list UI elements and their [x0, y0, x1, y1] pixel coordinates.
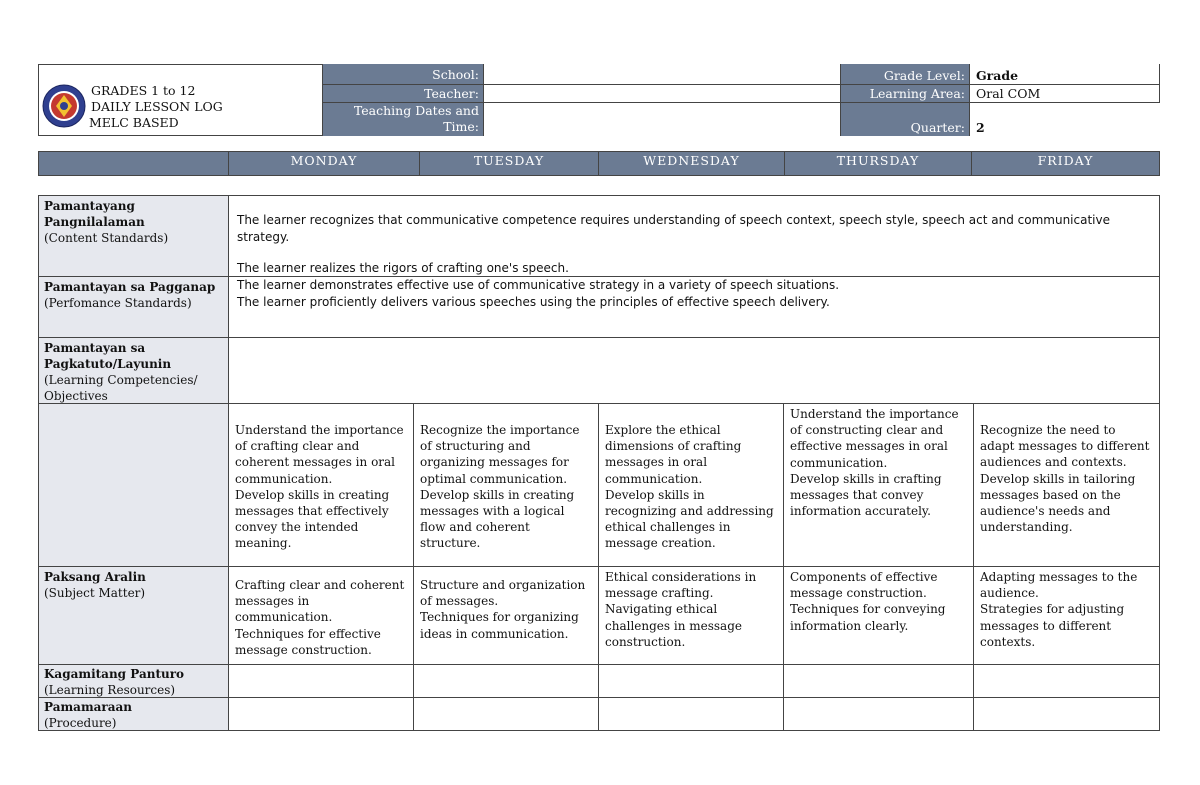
- objective-monday-text: Understand the importance of crafting clear and coherent messages in oral communication. Develop skills in creating messages that effectively convey the intended meaning.: [235, 423, 404, 551]
- teaching-dates-label-line-1: Teaching Dates and: [353, 103, 479, 118]
- subject-matter-subtitle: (Subject Matter): [44, 586, 146, 600]
- objective-tuesday-text: Recognize the importance of structuring and organizing messages for optimal communication. Develop skills in creating messages with a logical flow and coherent structure.: [420, 423, 580, 551]
- subject-friday: [973, 566, 1160, 665]
- competencies-cell: [228, 337, 1160, 404]
- subject-matter-title: Paksang Aralin: [44, 570, 146, 584]
- subject-matter-label: [38, 566, 229, 665]
- performance-standards-text-2: The learner proficiently delivers various speeches using the principles of effective speech delivery.: [237, 294, 830, 309]
- teaching-dates-label-line-2: Time:: [443, 119, 479, 134]
- day-thursday: THURSDAY: [784, 152, 971, 175]
- objective-wednesday-text: Explore the ethical dimensions of crafting messages in oral communication. Develop skills in recognizing and addressing ethical challenges in message creation.: [605, 423, 774, 551]
- subject-monday-text: Crafting clear and coherent messages in communication. Techniques for effective message construction.: [235, 578, 405, 657]
- procedure-thursday[interactable]: [783, 697, 974, 731]
- objective-wednesday: [598, 403, 784, 567]
- procedure-wednesday[interactable]: [598, 697, 784, 731]
- teacher-field[interactable]: [484, 85, 841, 103]
- performance-standards-label: [38, 276, 229, 338]
- resources-monday[interactable]: [228, 664, 414, 698]
- day-tuesday: TUESDAY: [419, 152, 598, 175]
- objective-thursday: [783, 403, 974, 567]
- subject-tuesday-text: Structure and organization of messages. Techniques for organizing ideas in communication.: [420, 578, 586, 641]
- objective-friday: [973, 403, 1160, 567]
- objective-tuesday: [413, 403, 599, 567]
- procedure-monday[interactable]: [228, 697, 414, 731]
- performance-standards-title: Pamantayan sa Pagganap: [44, 280, 216, 294]
- resources-thursday[interactable]: [783, 664, 974, 698]
- content-standards-cell: [228, 195, 1160, 277]
- subject-wednesday-text: Ethical considerations in message crafting. Navigating ethical challenges in message construction.: [605, 570, 757, 649]
- learning-area-field[interactable]: Oral COM: [970, 85, 1160, 103]
- header-title-line-2: DAILY LESSON LOG: [91, 99, 223, 114]
- subject-thursday: [783, 566, 974, 665]
- procedure-label: [38, 697, 229, 731]
- procedure-subtitle: (Procedure): [44, 716, 117, 730]
- competencies-title-2: Pagkatuto/Layunin: [44, 357, 172, 371]
- content-standards-text-1: The learner recognizes that communicative competence requires understanding of speech context, speech style, speech act and communicative strategy.: [237, 213, 1110, 244]
- procedure-friday[interactable]: [973, 697, 1160, 731]
- subject-tuesday: [413, 566, 599, 665]
- resources-subtitle: (Learning Resources): [44, 683, 176, 697]
- competencies-title-1: Pamantayan sa: [44, 341, 146, 355]
- teacher-label: Teacher:: [323, 85, 484, 103]
- grade-level-label: Grade Level:: [841, 64, 970, 85]
- quarter-label: Quarter:: [841, 103, 970, 136]
- competencies-subtitle-2: Objectives: [44, 389, 108, 403]
- content-standards-subtitle: (Content Standards): [44, 231, 169, 245]
- day-friday: FRIDAY: [971, 152, 1159, 175]
- objectives-label-cell: [38, 403, 229, 567]
- subject-wednesday: [598, 566, 784, 665]
- objective-thursday-text: Understand the importance of constructing clear and effective messages in oral communication. Develop skills in crafting messages that convey information accurately.: [790, 407, 959, 519]
- school-field[interactable]: [484, 64, 841, 85]
- header-title-line-3: MELC BASED: [89, 115, 179, 130]
- competencies-label: [38, 337, 229, 404]
- resources-tuesday[interactable]: [413, 664, 599, 698]
- content-standards-text-2: The learner realizes the rigors of crafting one's speech.: [237, 261, 569, 275]
- content-standards-title: Pamantayang Pangnilalaman: [44, 199, 145, 229]
- objective-friday-text: Recognize the need to adapt messages to different audiences and contexts. Develop skills in tailoring messages based on the audience's needs and understanding.: [980, 423, 1150, 535]
- header-title-line-1: GRADES 1 to 12: [91, 83, 196, 98]
- performance-standards-subtitle: (Perfomance Standards): [44, 296, 192, 310]
- performance-standards-cell: [228, 276, 1160, 338]
- teaching-dates-label: [323, 103, 484, 136]
- subject-friday-text: Adapting messages to the audience. Strategies for adjusting messages to different contexts.: [980, 570, 1138, 649]
- day-wednesday: WEDNESDAY: [598, 152, 784, 175]
- performance-standards-text-1: The learner demonstrates effective use of communicative strategy in a variety of speech situations.: [237, 278, 840, 292]
- day-monday: MONDAY: [228, 152, 419, 175]
- resources-wednesday[interactable]: [598, 664, 784, 698]
- quarter-field[interactable]: 2: [970, 103, 1160, 136]
- subject-monday: [228, 566, 414, 665]
- school-label: School:: [323, 64, 484, 85]
- teaching-dates-field[interactable]: [484, 103, 841, 136]
- learning-area-label: Learning Area:: [841, 85, 970, 103]
- resources-friday[interactable]: [973, 664, 1160, 698]
- procedure-tuesday[interactable]: [413, 697, 599, 731]
- objective-monday: [228, 403, 414, 567]
- competencies-subtitle-1: (Learning Competencies/: [44, 373, 198, 387]
- subject-thursday-text: Components of effective message construction. Techniques for conveying information clearly.: [790, 570, 946, 633]
- deped-seal-logo: [42, 84, 86, 128]
- content-standards-label: [38, 195, 229, 277]
- grade-level-field[interactable]: Grade: [970, 64, 1160, 85]
- resources-title: Kagamitang Panturo: [44, 667, 185, 681]
- resources-label: [38, 664, 229, 698]
- procedure-title: Pamamaraan: [44, 700, 133, 714]
